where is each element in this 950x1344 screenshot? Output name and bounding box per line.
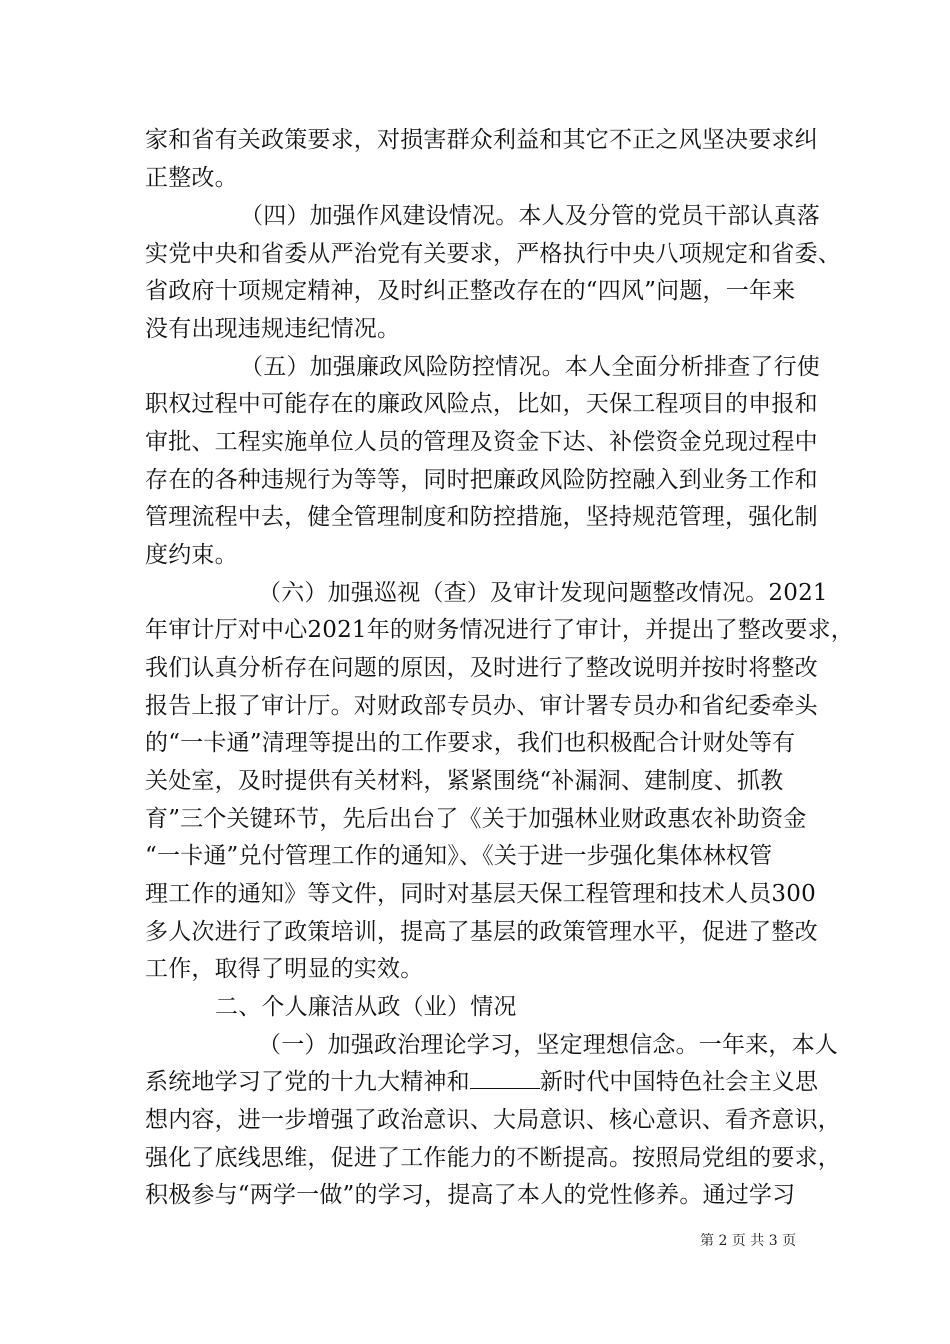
paragraph-line: 家和省有关政策要求，对损害群众利益和其它不正之风坚决要求纠 bbox=[145, 127, 818, 153]
paragraph-line: 度约束。 bbox=[145, 542, 238, 568]
paragraph-text: 新时代中国特色社会主义思 bbox=[539, 1069, 819, 1095]
paragraph-line: 的“一卡通”清理等提出的工作要求，我们也积极配合计财处等有 bbox=[145, 730, 796, 756]
paragraph-line: 实党中央和省委从严治党有关要求，严格执行中央八项规定和省委、 bbox=[145, 241, 841, 267]
paragraph-line: 想内容，进一步增强了政治意识、大局意识、核心意识、看齐意识， bbox=[145, 1107, 841, 1133]
paragraph-line: 理工作的通知》等文件，同时对基层天保工程管理和技术人员300 bbox=[145, 881, 816, 907]
paragraph-line: 积极参与“两学一做”的学习，提高了本人的党性修养。通过学习 bbox=[145, 1182, 796, 1208]
paragraph-line: 多人次进行了政策培训，提高了基层的政策管理水平，促进了整改 bbox=[145, 919, 818, 945]
paragraph-line: 关处室，及时提供有关材料，紧紧围绕“补漏洞、建制度、抓教 bbox=[145, 768, 784, 794]
paragraph-line-with-blank bbox=[145, 1067, 825, 1097]
paragraph-line: 年审计厅对中心2021年的财务情况进行了审计，并提出了整改要求， bbox=[145, 617, 854, 643]
paragraph-line: （一）加强政治理论学习，坚定理想信念。一年来，本人 bbox=[258, 1032, 838, 1058]
paragraph-line: 职权过程中可能存在的廉政风险点，比如，天保工程项目的申报和 bbox=[145, 391, 818, 417]
paragraph-line: 审批、工程实施单位人员的管理及资金下达、补偿资金兑现过程中 bbox=[145, 429, 818, 455]
paragraph-line: “一卡通”兑付管理工作的通知》、《关于进一步强化集体林权管 bbox=[145, 843, 773, 869]
paragraph-line: 存在的各种违规行为等等，同时把廉政风险防控融入到业务工作和 bbox=[145, 467, 818, 493]
paragraph-line: 管理流程中去，健全管理制度和防控措施，坚持规范管理，强化制 bbox=[145, 504, 818, 530]
paragraph-line: 正整改。 bbox=[145, 165, 238, 191]
paragraph-line: 育”三个关键环节，先后出台了《关于加强林业财政惠农补助资金 bbox=[145, 806, 807, 832]
paragraph-line: 没有出现违规违纪情况。 bbox=[145, 316, 401, 342]
paragraph-line: 强化了底线思维，促进了工作能力的不断提高。按照局党组的要求， bbox=[145, 1145, 841, 1171]
paragraph-line: 报告上报了审计厅。对财政部专员办、审计署专员办和省纪委牵头 bbox=[145, 693, 818, 719]
paragraph-line: （四）加强作风建设情况。本人及分管的党员干部认真落 bbox=[240, 203, 820, 229]
paragraph-line: 省政府十项规定精神，及时纠正整改存在的“四风”问题，一年来 bbox=[145, 278, 796, 304]
paragraph-line: （五）加强廉政风险防控情况。本人全面分析排查了行使 bbox=[240, 354, 820, 380]
paragraph-line: 工作，取得了明显的实效。 bbox=[145, 956, 424, 982]
paragraph-line: 我们认真分析存在问题的原因，及时进行了整改说明并按时将整改 bbox=[145, 655, 818, 681]
page-number-footer: 第 2 页 共 3 页 bbox=[700, 1233, 797, 1249]
blank-underline bbox=[470, 1068, 540, 1089]
section-heading: 二、个人廉洁从政（业）情况 bbox=[215, 994, 517, 1020]
paragraph-text: 系统地学习了党的十九大精神和 bbox=[145, 1069, 470, 1095]
paragraph-line: （六）加强巡视（查）及审计发现问题整改情况。2021 bbox=[258, 580, 828, 606]
